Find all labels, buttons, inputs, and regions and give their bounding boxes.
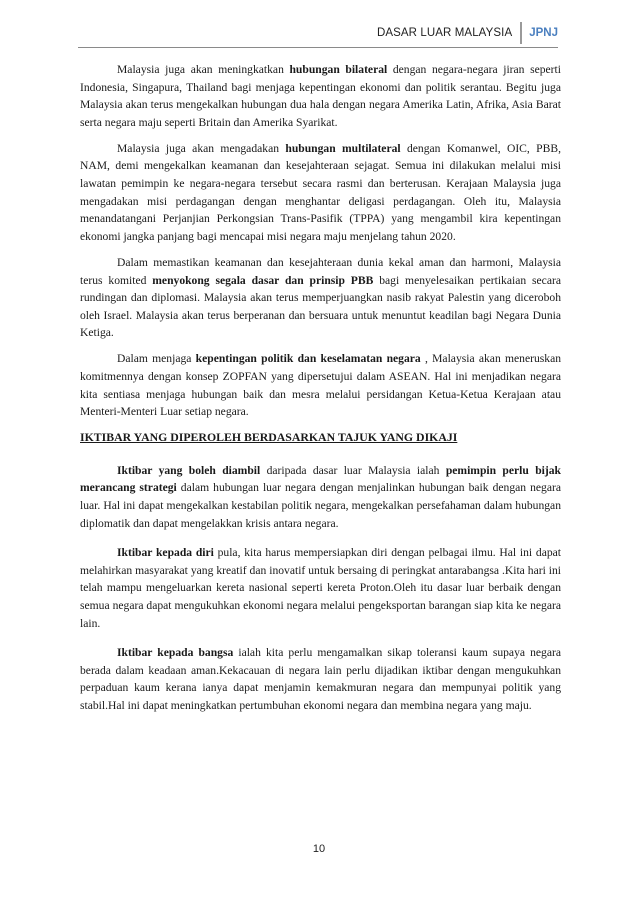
text-run: daripada dasar luar Malaysia ialah [260,463,446,477]
text-run: dengan negara-negara jiran seperti Indonesia, Singapura, Thailand bagi menjaga kepentingan ekonomi dan politik serantau. Begitu juga Malaysia akan terus mengekalkan hubungan dua hala dengan negara Amerika Latin, Afrika, Asia Barat serta negara maju seperti Britain dan Amerika Syarikat. [80,63,561,129]
paragraph-iktibar-bangsa [80,644,561,714]
paragraph-iktibar-diri [80,544,561,632]
bold-term: Iktibar kepada diri [117,546,214,560]
paragraph-bilateral [80,61,561,131]
bold-term: pemimpin perlu bijak merancang strategi [80,463,561,495]
text-run: Dalam memastikan keamanan dan kesejahteraan dunia kekal aman dan harmoni, Malaysia terus komited [80,255,561,287]
paragraph-politik [80,350,561,420]
header-title: DASAR LUAR MALAYSIA [377,22,522,44]
page-number: 10 [312,843,326,855]
section-heading: IKTIBAR YANG DIPEROLEH BERDASARKAN TAJUK YANG DIKAJI [80,430,458,445]
paragraph-iktibar-pemimpin [80,462,561,532]
paragraph-pbb [80,254,561,342]
text-run: , Malaysia akan meneruskan komitmennya dengan konsep ZOPFAN yang dipersetujui dalam ASEAN. Hal ini menjadikan negara kita sentiasa menjaga hubungan baik dan mesra melalui persidangan Ketua-Ketua Kerajaan atau Menteri-Menteri Luar setiap negara. [80,352,562,419]
text-run: dengan Komanwel, OIC, PBB, NAM, demi mengekalkan keamanan dan kesejahteraan sejagat. Semua ini dilakukan melalui misi lawatan pemimpin ke negara-negara tersebut secara rasmi dan berterusan. Kerajaan Malaysia juga mengadakan misi perdagangan dengan menghantar deligasi perdagangan. Oleh itu, Malaysia menandatangani Perjanjian Perkongsian Trans-Pasifik (TPPA) yang mengambil kira kepentingan ekonomi jangka panjang bagi mencapai misi negara maju menjelang tahun 2020. [80,141,561,243]
bold-term: kepentingan politik dan keselamatan negara [195,352,421,366]
bold-term: hubungan multilateral [285,141,401,155]
bold-term: Iktibar kepada bangsa [117,646,234,660]
text-run: Malaysia juga akan meningkatkan [117,63,290,76]
text-run: ialah kita perlu mengamalkan sikap toleransi kaum supaya negara berada dalam keadaan aman.Kekacauan di negara lain perlu dijadikan iktibar dengan mengukuhkan perpaduan kaum kerana ianya dapat menjamin kemakmuran negara dan mempunyai politik yang stabil.Hal ini dapat meningkatkan pertumbuhan ekonomi negara dan membina negara yang maju. [80,646,561,712]
bold-term: hubungan bilateral [289,63,388,76]
text-run: Malaysia juga akan mengadakan [117,141,286,155]
page-header [377,20,558,46]
bold-term: Iktibar yang boleh diambil [117,463,261,477]
bold-term: menyokong segala dasar dan prinsip PBB [152,273,374,287]
header-divider [78,47,558,48]
document-body [80,61,561,723]
text-run: dalam hubungan luar negara dengan menjalinkan hubungan baik dengan negara luar. Hal ini dapat mengekalkan kestabilan politik negara, mengekalkan persefahaman dalam hubungan diplomatik dan dapat mengelakkan krisis antara negara. [80,481,561,530]
header-tag: JPNJ [529,27,558,39]
paragraph-multilateral [80,140,561,246]
text-run: Dalam menjaga [117,352,196,366]
text-run: pula, kita harus mempersiapkan diri dengan pelbagai ilmu. Hal ini dapat melahirkan masyarakat yang kreatif dan inovatif untuk bersaing di peringkat antarabangsa .Kita hari ini telah mampu mengeluarkan kereta nasional seperti kereta Proton.Oleh itu dasar luar berbaik dengan semua negara dapat mengukuhkan ekonomi negara melalui pengeksportan barangan siap kita ke negara lain. [80,546,562,630]
text-run: bagi menyelesaikan pertikaian secara rundingan dan diplomasi. Malaysia akan terus memperjuangkan nasib rakyat Palestin yang diceroboh oleh Israel. Malaysia akan terus berperanan dan bersuara untuk menuntut keadilan bagi Negara Dunia Ketiga. [80,273,561,340]
